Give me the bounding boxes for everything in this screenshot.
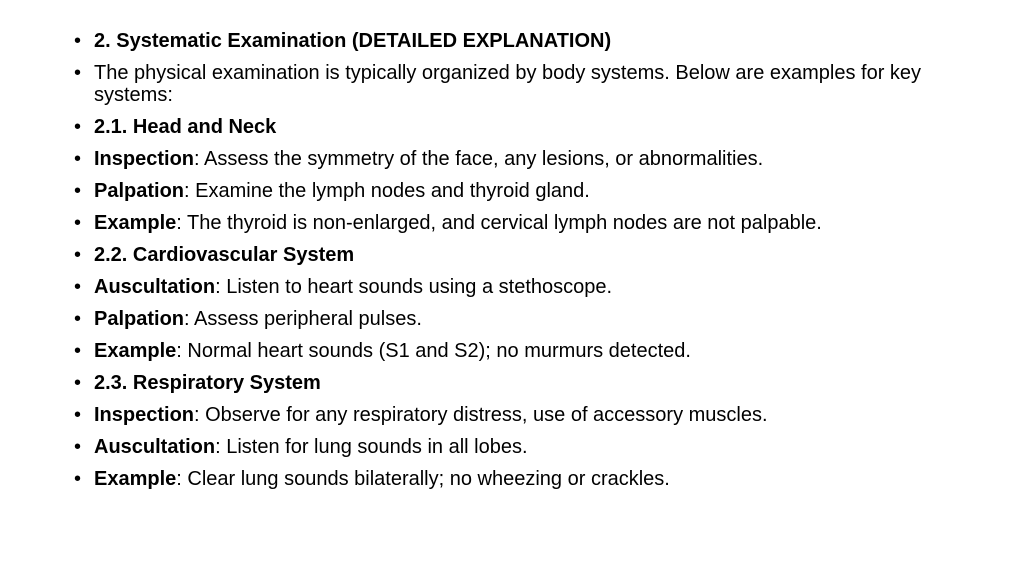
bullet-term: Auscultation <box>94 276 216 298</box>
bullet-item <box>74 116 974 138</box>
bullet-description: : Listen for lung sounds in all lobes. <box>215 436 528 458</box>
bullet-item <box>74 340 974 362</box>
bullet-item <box>74 276 974 298</box>
bullet-icon: • <box>74 212 82 234</box>
section-heading: 2.3. Respiratory System <box>94 372 321 394</box>
bullet-description: : Assess the symmetry of the face, any lesions, or abnormalities. <box>194 148 764 170</box>
bullet-term: Inspection <box>94 404 195 426</box>
bullet-term: Auscultation <box>94 436 216 458</box>
bullet-icon: • <box>74 308 82 330</box>
bullet-term: Palpation <box>94 308 185 330</box>
bullet-term: Example <box>94 468 177 490</box>
bullet-item <box>74 148 974 170</box>
bullet-term: Example <box>94 340 177 362</box>
bullet-item <box>74 436 974 458</box>
bullet-description: : Assess peripheral pulses. <box>184 308 422 330</box>
bullet-item <box>74 212 974 234</box>
bullet-icon: • <box>74 436 82 458</box>
section-heading: 2. Systematic Examination (DETAILED EXPLANATION) <box>94 30 612 52</box>
bullet-term: Example <box>94 212 177 234</box>
bullet-icon: • <box>74 276 82 298</box>
bullet-item <box>74 30 974 52</box>
bullet-description: : Observe for any respiratory distress, use of accessory muscles. <box>194 404 768 426</box>
bullet-item <box>74 404 974 426</box>
bullet-icon: • <box>74 30 82 52</box>
bullet-item <box>74 372 974 394</box>
bullet-icon: • <box>74 116 82 138</box>
section-heading: 2.2. Cardiovascular System <box>94 244 355 266</box>
bullet-description: : The thyroid is non-enlarged, and cervical lymph nodes are not palpable. <box>176 212 822 234</box>
bullet-icon: • <box>74 340 82 362</box>
bullet-term: Inspection <box>94 148 195 170</box>
bullet-item <box>74 180 974 202</box>
bullet-item <box>74 244 974 266</box>
bullet-icon: • <box>74 468 82 490</box>
bullet-icon: • <box>74 180 82 202</box>
bullet-description: : Clear lung sounds bilaterally; no wheezing or crackles. <box>176 468 670 490</box>
bullet-icon: • <box>74 62 82 84</box>
section-heading: 2.1. Head and Neck <box>94 116 277 138</box>
bullet-icon: • <box>74 372 82 394</box>
bullet-item <box>74 308 974 330</box>
bullet-list <box>74 30 974 500</box>
bullet-term: Palpation <box>94 180 185 202</box>
bullet-icon: • <box>74 148 82 170</box>
bullet-description: : Listen to heart sounds using a stethoscope. <box>215 276 613 298</box>
bullet-icon: • <box>74 404 82 426</box>
bullet-text: The physical examination is typically organized by body systems. Below are examples for key systems: <box>94 62 922 106</box>
bullet-item <box>74 468 974 490</box>
bullet-description: : Examine the lymph nodes and thyroid gland. <box>184 180 590 202</box>
bullet-item <box>74 62 974 106</box>
bullet-description: : Normal heart sounds (S1 and S2); no murmurs detected. <box>176 340 691 362</box>
bullet-icon: • <box>74 244 82 266</box>
